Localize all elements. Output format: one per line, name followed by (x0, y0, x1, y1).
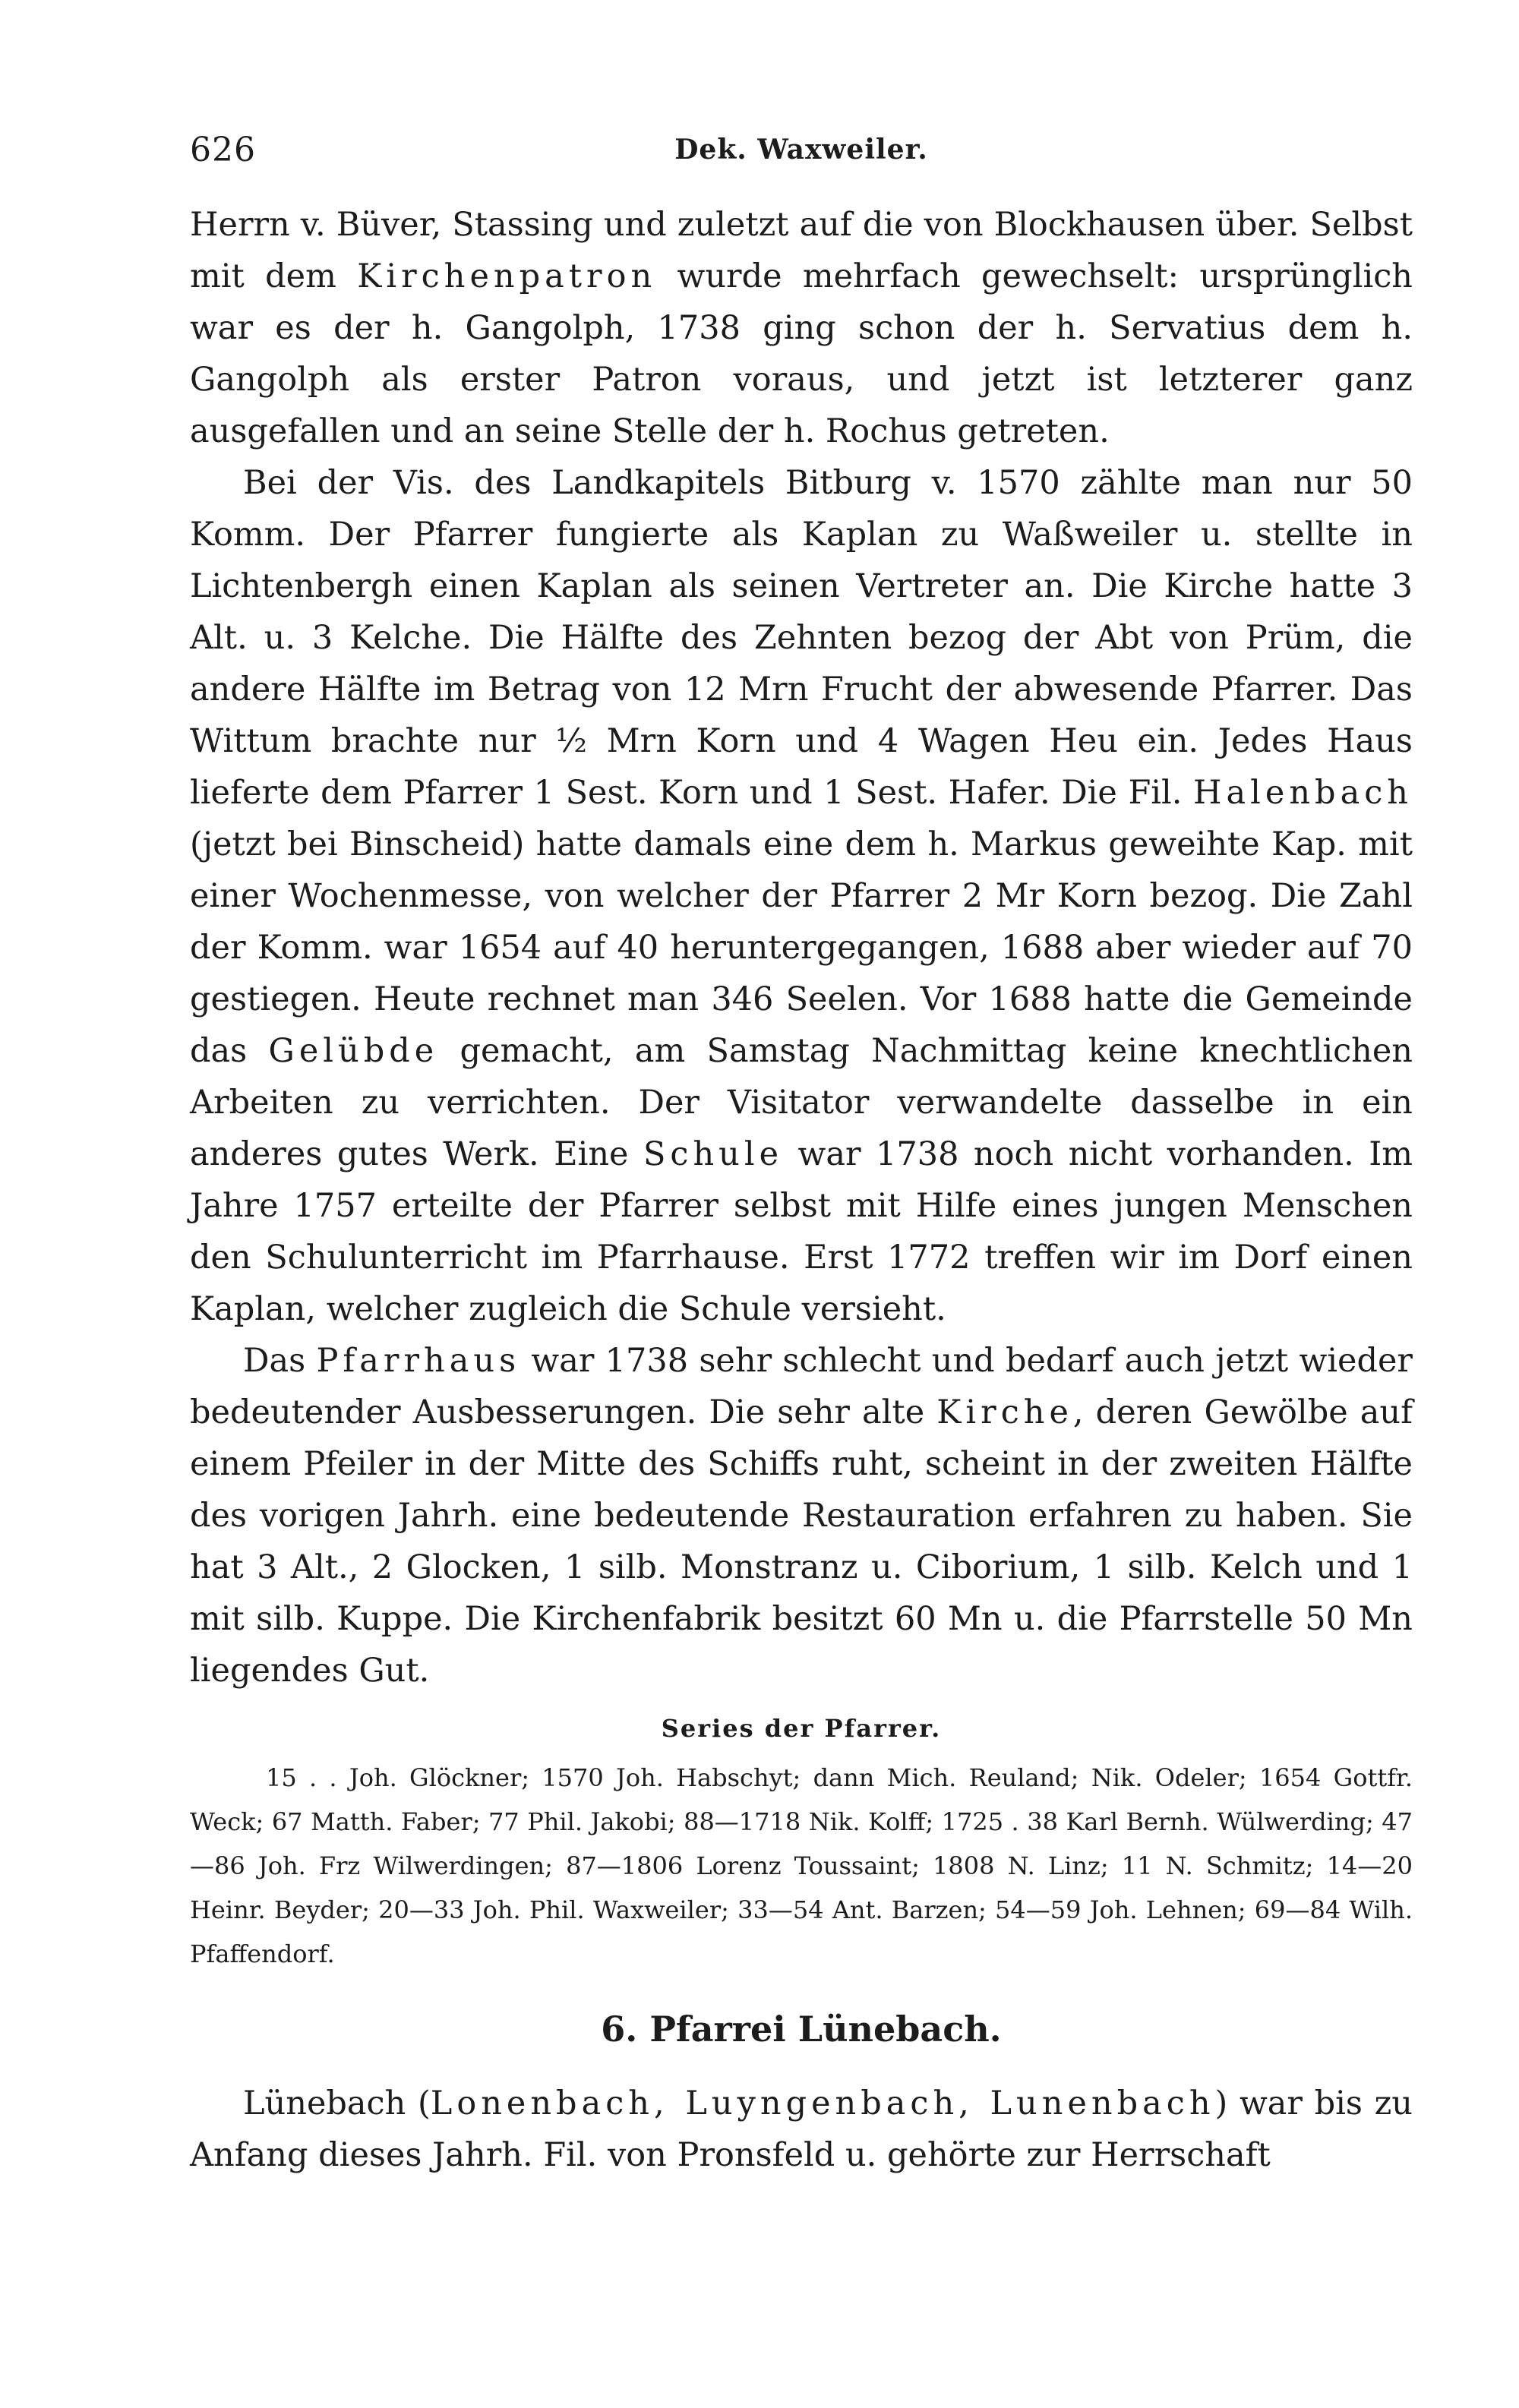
page-body (190, 199, 1413, 2181)
series-list: 15 . . Joh. Glöckner; 1570 Joh. Habschyt; dann Mich. Reuland; Nik. Odeler; 1654 Gottfr. Weck; 67 Matth. Faber; 77 Phil. Jakobi; 88—1718 Nik. Kolff; 1725 . 38 Karl Bernh. Wülwerding; 47—86 Joh. Frz Wilwerdingen; 87—1806 Lorenz Toussaint; 1808 N. Linz; 11 N. Schmitz; 14—20 Heinr. Beyder; 20—33 Joh. Phil. Waxweiler; 33—54 Ant. Barzen; 54—59 Joh. Lehnen; 69—84 Wilh. Pfaffendorf. (190, 1763, 1413, 1968)
paragraph-3-text-b: , deren Gewölbe auf einem Pfeiler in der Mitte des Schiffs ruht, scheint in der zweiten Hälfte des vorigen Jahrh. eine bedeutende Restauration erfahren zu haben. Sie hat 3 Alt., 2 Glocken, 1 silb. Monstranz u. Ciborium, 1 silb. Kelch und 1 mit silb. Kuppe. Die Kirchenfabrik besitzt 60 Mn u. die Pfarrstelle 50 Mn liegendes Gut. (190, 1393, 1413, 1690)
paragraph-3-lead: Das (243, 1342, 317, 1380)
paragraph-4-text-b: ) war bis zu Anfang dieses Jahrh. Fil. von Pronsfeld u. gehörte zur Herrschaft (190, 2085, 1413, 2174)
page-number: 626 (190, 131, 256, 169)
paragraph-4 (190, 2078, 1413, 2181)
paragraph-1-text-a: Herrn v. Büver, Stassing und zuletzt auf die von Blockhausen über. Selbst mit dem (190, 206, 1413, 295)
paragraph-2 (190, 457, 1413, 1335)
emphasis-halenbach: Halenbach (1193, 774, 1413, 812)
paragraph-3 (190, 1335, 1413, 1696)
emphasis-schule: Schule (643, 1135, 784, 1173)
paragraph-2-text-d: war 1738 noch nicht vorhanden. Im Jahre 1757 erteilte der Pfarrer selbst mit Hilfe eines jungen Menschen den Schulunterricht im Pfarrhause. Erst 1772 treffen wir im Dorf einen Kaplan, welcher zugleich die Schule versieht. (190, 1135, 1413, 1328)
series-heading: Series der Pfarrer. (661, 1714, 942, 1743)
section-heading: 6. Pfarrei Lünebach. (601, 2009, 1002, 2050)
paragraph-1-text-b: wurde mehrfach gewechselt: ursprünglich war es der h. Gangolph, 1738 ging schon der h. Servatius dem h. Gangolph als erster Patron voraus, und jetzt ist letzterer ganz ausgefallen und an seine Stelle der h. Rochus getreten. (190, 257, 1413, 450)
emphasis-kirchenpatron: Kirchenpatron (357, 257, 657, 295)
emphasis-pfarrhaus: Pfarrhaus (316, 1342, 521, 1380)
page-header (190, 131, 1413, 184)
emphasis-name-variants: Lonenbach, Luyngenbach, Lunenbach (430, 2085, 1215, 2122)
paragraph-1 (190, 199, 1413, 457)
paragraph-2-text-b: (jetzt bei Binscheid) hatte damals eine dem h. Markus geweihte Kap. mit einer Wochenmesse, von welcher der Pfarrer 2 Mr Korn bezog. Die Zahl der Komm. war 1654 auf 40 heruntergegangen, 1688 aber wieder auf 70 gestiegen. Heute rechnet man 346 Seelen. Vor 1688 hatte die Gemeinde das (190, 825, 1413, 1070)
paragraph-2-text-c: gemacht, am Samstag Nachmittag keine knechtlichen Arbeiten zu verrichten. Der Visitator verwandelte dasselbe in ein anderes gutes Werk. Eine (190, 1032, 1413, 1173)
paragraph-2-text-a: Bei der Vis. des Landkapitels Bitburg v. 1570 zählte man nur 50 Komm. Der Pfarrer fungierte als Kaplan zu Waßweiler u. stellte in Lichtenbergh einen Kaplan als seinen Vertreter an. Die Kirche hatte 3 Alt. u. 3 Kelche. Die Hälfte des Zehnten bezog der Abt von Prüm, die andere Hälfte im Betrag von 12 Mrn Frucht der abwesende Pfarrer. Das Wittum brachte nur ½ Mrn Korn und 4 Wagen Heu ein. Jedes Haus lieferte dem Pfarrer 1 Sest. Korn und 1 Sest. Hafer. Die Fil. (190, 464, 1413, 812)
emphasis-geluebde: Gelübde (268, 1032, 439, 1070)
paragraph-3-text-a: war 1738 sehr schlecht und bedarf auch jetzt wieder bedeutender Ausbesserungen. Die sehr alte (190, 1342, 1413, 1431)
paragraph-4-text-a: Lünebach ( (243, 2085, 431, 2122)
running-head: Dek. Waxweiler. (674, 134, 928, 166)
emphasis-kirche: Kirche (936, 1393, 1073, 1431)
